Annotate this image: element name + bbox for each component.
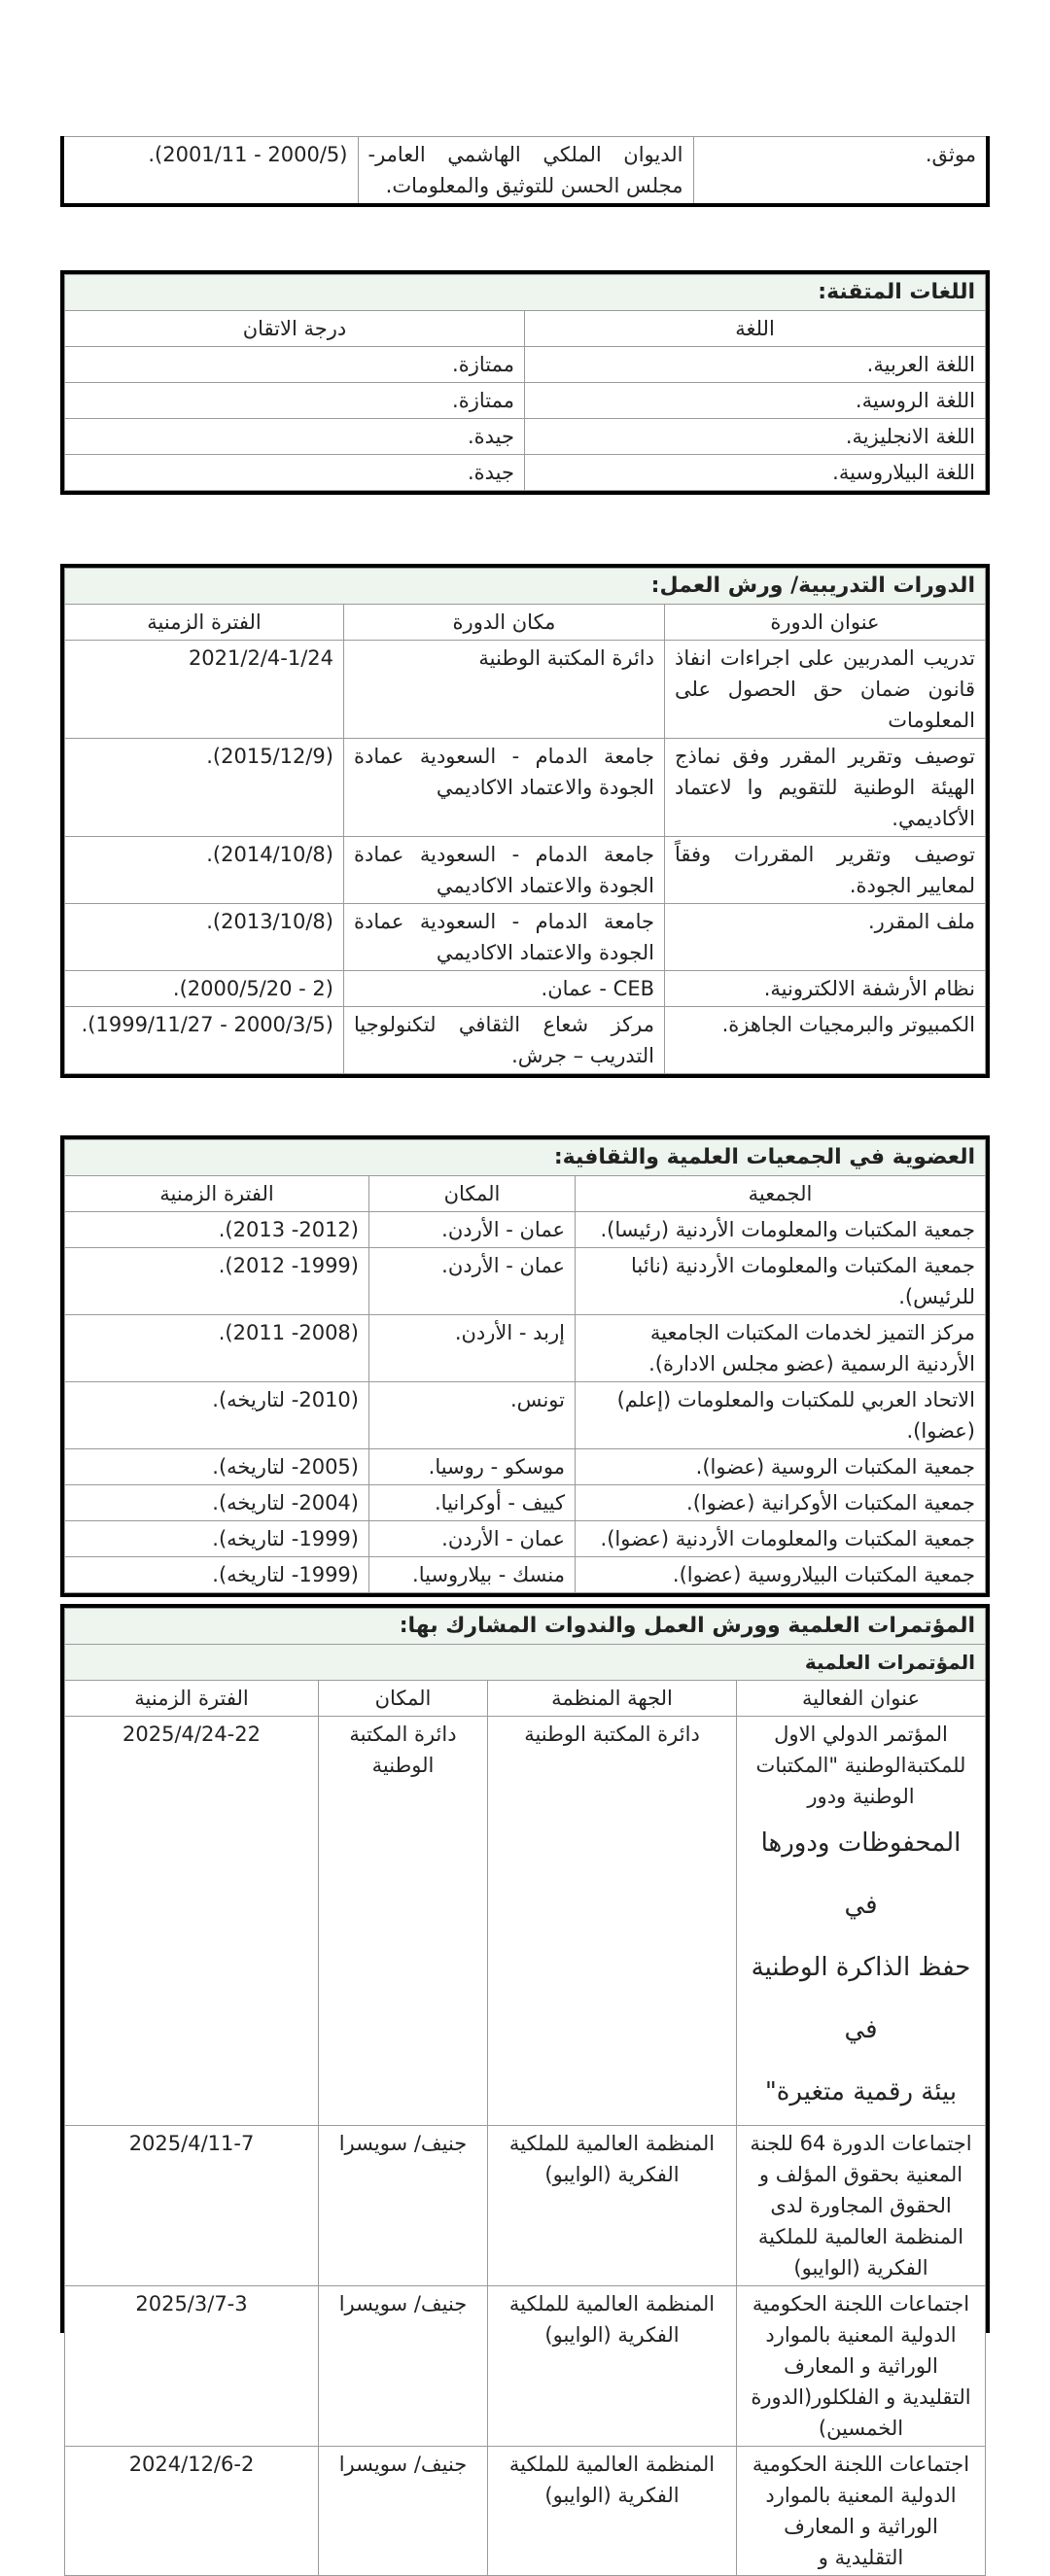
- event-organizer: المنظمة العالمية للملكية الفكرية (الوايبو): [488, 2447, 737, 2576]
- language-name: اللغة البيلاروسية.: [525, 455, 986, 491]
- event-organizer: المنظمة العالمية للملكية الفكرية (الوايبو): [488, 2126, 737, 2286]
- event-organizer: دائرة المكتبة الوطنية: [488, 1717, 737, 2126]
- society-name: جمعية المكتبات والمعلومات الأردنية (نائبا للرئيس).: [576, 1248, 986, 1315]
- language-name: اللغة الانجليزية.: [525, 419, 986, 455]
- society-place: عمان - الأردن.: [369, 1248, 576, 1315]
- society-place: عمان - الأردن.: [369, 1212, 576, 1248]
- event-title: اجتماعات الدورة 64 للجنة المعنية بحقوق المؤلف و الحقوق المجاورة لدى المنظمة العالمية للملكية الفكرية (الوايبو): [737, 2126, 986, 2286]
- proficiency: ممتازة.: [65, 347, 525, 383]
- event-title: اجتماعات اللجنة الحكومية الدولية المعنية بالموارد الوراثية و المعارف التقليدية و: [737, 2447, 986, 2576]
- table-row: [62, 137, 988, 206]
- course-title: توصيف وتقرير المقرر وفق نماذج الهيئة الوطنية للتقويم وا لاعتماد الأكاديمي.: [665, 739, 986, 837]
- section-title: العضوية في الجمعيات العلمية والثقافية:: [65, 1140, 986, 1176]
- table-row: [65, 1449, 986, 1485]
- course-title: توصيف وتقرير المقررات وفقاً لمعايير الجودة.: [665, 837, 986, 904]
- language-name: اللغة العربية.: [525, 347, 986, 383]
- society-period: (2008- 2011).: [65, 1315, 369, 1382]
- course-period: (2014/10/8).: [65, 837, 344, 904]
- event-period: 2024/12/6-2: [65, 2447, 319, 2576]
- table-row: [65, 1212, 986, 1248]
- event-title-line: حفظ الذاكرة الوطنية في: [751, 1953, 971, 2044]
- society-place: موسكو - روسيا.: [369, 1449, 576, 1485]
- event-title-line: المحفوظات ودورها في: [760, 1828, 962, 1920]
- table-row: [65, 419, 986, 455]
- society-period: (2012- 2013).: [65, 1212, 369, 1248]
- course-title: الكمبيوتر والبرمجيات الجاهزة.: [665, 1007, 986, 1074]
- column-header: الفترة الزمنية: [65, 1176, 369, 1212]
- table-row: [65, 1382, 986, 1449]
- event-title-line: بيئة رقمية متغيرة": [764, 2077, 958, 2106]
- languages-table: [60, 270, 990, 495]
- table-row: [65, 641, 986, 739]
- top-record-table: [60, 136, 990, 207]
- memberships-table: [60, 1135, 990, 1597]
- section-title: المؤتمرات العلمية وورش العمل والندوات المشارك بها:: [65, 1609, 986, 1645]
- section-title: اللغات المتقنة:: [65, 275, 986, 311]
- event-place: جنيف/ سويسرا: [319, 2286, 488, 2447]
- table-row: [65, 2126, 986, 2286]
- table-row: [65, 904, 986, 971]
- course-period: (2000/3/5 - 1999/11/27).: [65, 1007, 344, 1074]
- course-title: ملف المقرر.: [665, 904, 986, 971]
- proficiency: جيدة.: [65, 419, 525, 455]
- course-place: دائرة المكتبة الوطنية: [344, 641, 665, 739]
- column-header: الفترة الزمنية: [65, 605, 344, 641]
- course-period: (2015/12/9).: [65, 739, 344, 837]
- proficiency: ممتازة.: [65, 383, 525, 419]
- society-name: جمعية المكتبات والمعلومات الأردنية (رئيسا).: [576, 1212, 986, 1248]
- table-row: [65, 1248, 986, 1315]
- table-row: [65, 455, 986, 491]
- period: (2000/5 - 2001/11).: [62, 137, 358, 206]
- column-header: اللغة: [525, 311, 986, 347]
- table-row: [65, 1315, 986, 1382]
- course-period: (2013/10/8).: [65, 904, 344, 971]
- table-row: [65, 2447, 986, 2576]
- table-row: [65, 1485, 986, 1521]
- course-place: CEB - عمان.: [344, 971, 665, 1007]
- column-header: المكان: [319, 1681, 488, 1717]
- event-place: جنيف/ سويسرا: [319, 2447, 488, 2576]
- event-title-small: المؤتمر الدولي الاول للمكتبةالوطنية "المكتبات الوطنية ودور: [755, 1723, 966, 1808]
- section-subtitle: المؤتمرات العلمية: [65, 1645, 986, 1681]
- job-title: موثق.: [693, 137, 988, 206]
- column-header: الجهة المنظمة: [488, 1681, 737, 1717]
- table-row: [65, 383, 986, 419]
- column-header: عنوان الفعالية: [737, 1681, 986, 1717]
- event-place: دائرة المكتبة الوطنية: [319, 1717, 488, 2126]
- event-period: 2025/4/24-22: [65, 1717, 319, 2126]
- society-name: الاتحاد العربي للمكتبات والمعلومات (إعلم) (عضوا).: [576, 1382, 986, 1449]
- column-header: الجمعية: [576, 1176, 986, 1212]
- event-organizer: المنظمة العالمية للملكية الفكرية (الوايبو): [488, 2286, 737, 2447]
- section-title: الدورات التدريبية/ ورش العمل:: [65, 569, 986, 605]
- table-row: [65, 837, 986, 904]
- column-header: درجة الاتقان: [65, 311, 525, 347]
- event-title: [737, 1717, 986, 2126]
- course-place: مركز شعاع الثقافي لتكنولوجيا التدريب – جرش.: [344, 1007, 665, 1074]
- course-title: تدريب المدربين على اجراءات انفاذ قانون ضمان حق الحصول على المعلومات: [665, 641, 986, 739]
- society-period: (1999- 2012).: [65, 1248, 369, 1315]
- society-name: جمعية المكتبات البيلاروسية (عضوا).: [576, 1557, 986, 1593]
- column-header: الفترة الزمنية: [65, 1681, 319, 1717]
- courses-table: [60, 564, 990, 1078]
- column-header: عنوان الدورة: [665, 605, 986, 641]
- table-row: [65, 971, 986, 1007]
- table-row: [65, 1007, 986, 1074]
- society-period: (1999- لتاريخه).: [65, 1557, 369, 1593]
- table-row: [65, 2286, 986, 2447]
- table-row: [65, 347, 986, 383]
- event-place: جنيف/ سويسرا: [319, 2126, 488, 2286]
- event-title: اجتماعات اللجنة الحكومية الدولية المعنية بالموارد الوراثية و المعارف التقليدية و الفلكلور(الدورة الخمسين): [737, 2286, 986, 2447]
- society-name: مركز التميز لخدمات المكتبات الجامعية الأردنية الرسمية (عضو مجلس الادارة).: [576, 1315, 986, 1382]
- society-period: (2005- لتاريخه).: [65, 1449, 369, 1485]
- table-row: [65, 1521, 986, 1557]
- conferences-table: [60, 1604, 990, 2569]
- table-row: [65, 739, 986, 837]
- society-period: (2004- لتاريخه).: [65, 1485, 369, 1521]
- course-period: 2021/2/4-1/24: [65, 641, 344, 739]
- society-period: (2010- لتاريخه).: [65, 1382, 369, 1449]
- society-place: كييف - أوكرانيا.: [369, 1485, 576, 1521]
- course-place: جامعة الدمام - السعودية عمادة الجودة والاعتماد الاكاديمي: [344, 904, 665, 971]
- course-title: نظام الأرشفة الالكترونية.: [665, 971, 986, 1007]
- language-name: اللغة الروسية.: [525, 383, 986, 419]
- table-row: [65, 1557, 986, 1593]
- proficiency: جيدة.: [65, 455, 525, 491]
- society-period: (1999- لتاريخه).: [65, 1521, 369, 1557]
- course-period: (2 - 2000/5/20).: [65, 971, 344, 1007]
- course-place: جامعة الدمام - السعودية عمادة الجودة والاعتماد الاكاديمي: [344, 837, 665, 904]
- event-period: 2025/4/11-7: [65, 2126, 319, 2286]
- society-place: إربد - الأردن.: [369, 1315, 576, 1382]
- society-place: منسك - بيلاروسيا.: [369, 1557, 576, 1593]
- table-row: [65, 1717, 986, 2126]
- employer: الديوان الملكي الهاشمي العامر- مجلس الحسن للتوثيق والمعلومات.: [358, 137, 693, 206]
- event-period: 2025/3/7-3: [65, 2286, 319, 2447]
- course-place: جامعة الدمام - السعودية عمادة الجودة والاعتماد الاكاديمي: [344, 739, 665, 837]
- society-name: جمعية المكتبات الأوكرانية (عضوا).: [576, 1485, 986, 1521]
- society-name: جمعية المكتبات الروسية (عضوا).: [576, 1449, 986, 1485]
- column-header: مكان الدورة: [344, 605, 665, 641]
- society-place: تونس.: [369, 1382, 576, 1449]
- society-place: عمان - الأردن.: [369, 1521, 576, 1557]
- society-name: جمعية المكتبات والمعلومات الأردنية (عضوا).: [576, 1521, 986, 1557]
- column-header: المكان: [369, 1176, 576, 1212]
